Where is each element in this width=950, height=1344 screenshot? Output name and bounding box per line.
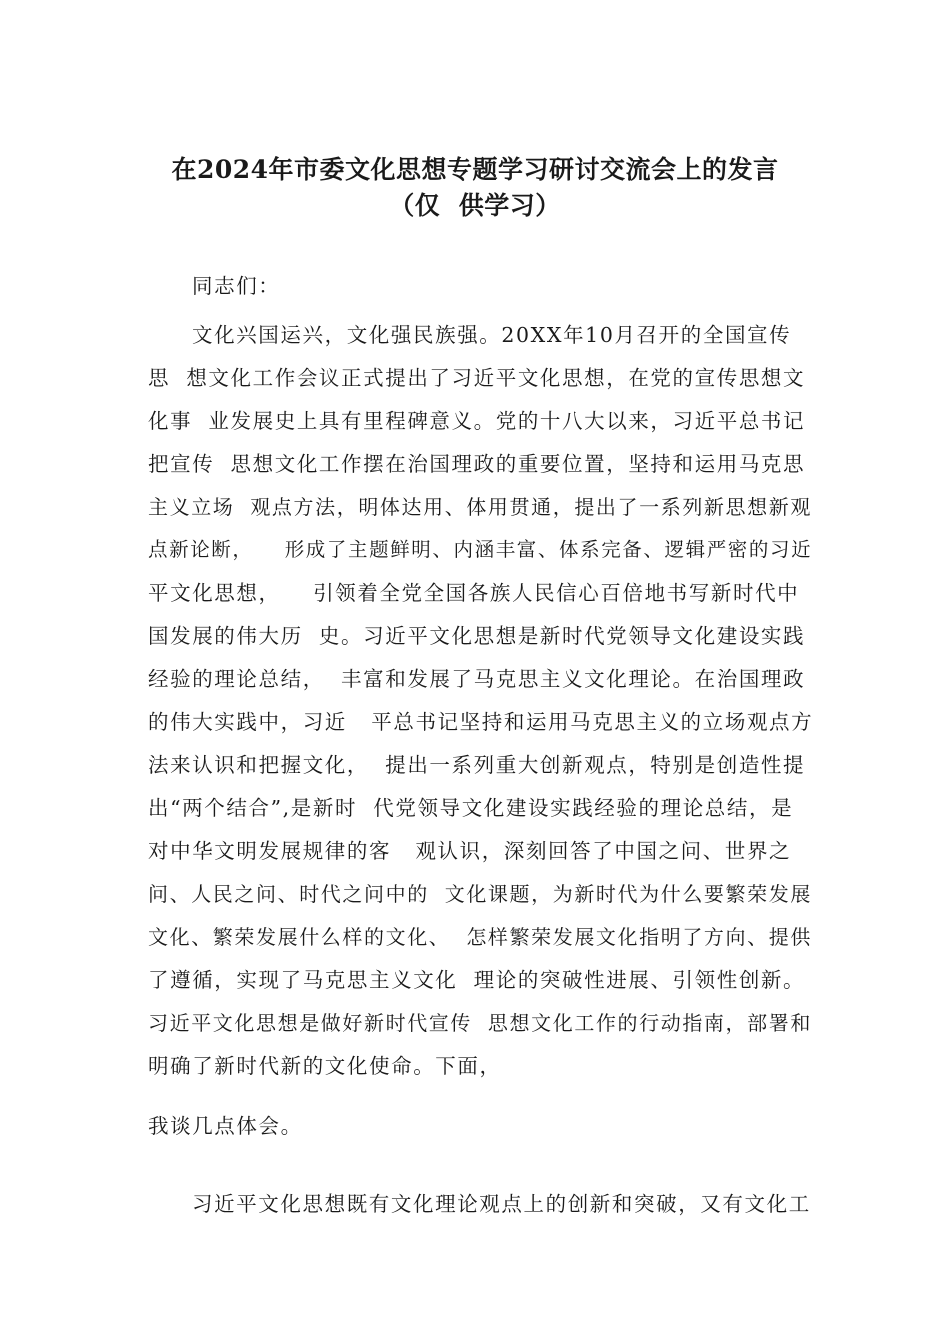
text-line: 主义立场 观点方法，明体达用、体用贯通，提出了一系列新思想新观 (148, 495, 812, 519)
text-line: 经验的理论总结， 丰富和发展了马克思主义文化理论。在治国理政 (148, 667, 806, 691)
text-line: 对中华文明发展规律的客 观认识，深刻回答了中国之问、世界之 (148, 839, 792, 863)
text-line: 点新论断， 形成了主题鲜明、内涵丰富、体系完备、逻辑严密的习近 (148, 538, 813, 561)
next-paragraph-line: 习近平文化思想既有文化理论观点上的创新和突破，又有文化工 (192, 1192, 811, 1216)
text-line: 国发展的伟大历 史。习近平文化思想是新时代党领导文化建设实践 (148, 624, 806, 648)
text-line: 化事 业发展史上具有里程碑意义。党的十八大以来，习近平总书记 (148, 409, 806, 433)
salutation: 同志们： (192, 274, 281, 298)
document-title: 在2024年市委文化思想专题学习研讨交流会上的发言 (171, 155, 779, 184)
text-line: 明确了新时代新的文化使命。下面， (148, 1054, 502, 1078)
text-line: 出“两个结合”,是新时 代党领导文化建设实践经验的理论总结，是 (148, 796, 794, 820)
text-line: 习近平文化思想是做好新时代宣传 思想文化工作的行动指南，部署和 (148, 1011, 812, 1035)
text-line: 文化、繁荣发展什么样的文化、 怎样繁荣发展文化指明了方向、提供 (148, 925, 812, 949)
text-line: 问、人民之问、时代之问中的 文化课题，为新时代为什么要繁荣发展 (148, 882, 812, 906)
closing-line: 我谈几点体会。 (148, 1114, 303, 1138)
text-line: 法来认识和把握文化， 提出一系列重大创新观点，特别是创造性提 (148, 753, 806, 777)
text-line: 的伟大实践中，习近 平总书记坚持和运用马克思主义的立场观点方 (148, 710, 814, 734)
text-line: 思 想文化工作会议正式提出了习近平文化思想，在党的宣传思想文 (148, 366, 806, 390)
text-line: 把宣传 思想文化工作摆在治国理政的重要位置，坚持和运用马克思 (148, 452, 806, 476)
text-line: 文化兴国运兴，文化强民族强。20XX年10月召开的全国宣传 (192, 323, 792, 347)
document-subtitle: （仅 供学习） (389, 191, 561, 220)
text-line: 平文化思想， 引领着全党全国各族人民信心百倍地书写新时代中 (148, 581, 800, 605)
text-line: 了遵循，实现了马克思主义文化 理论的突破性进展、引领性创新。 (148, 968, 806, 992)
